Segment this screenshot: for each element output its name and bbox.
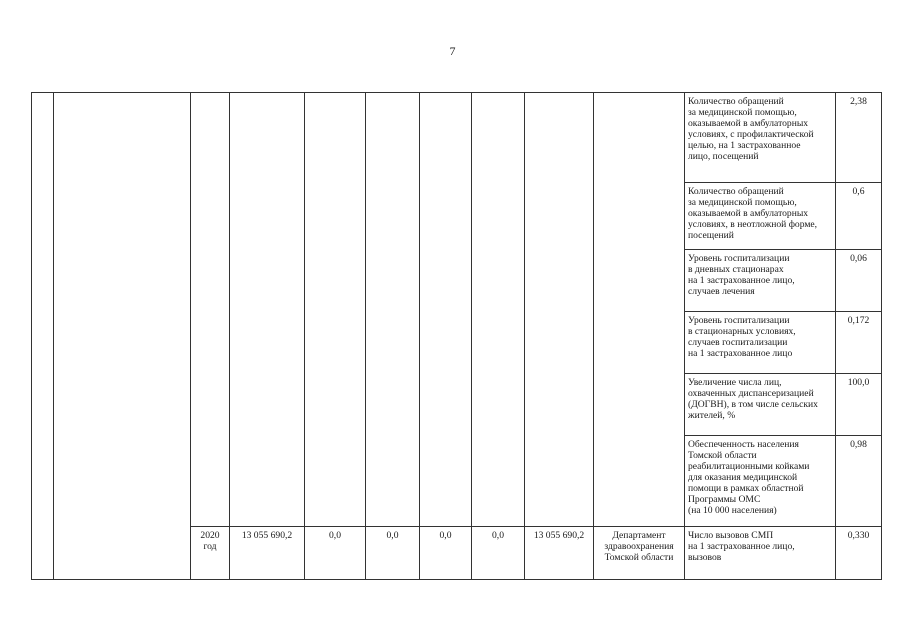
- table-row: [32, 93, 882, 183]
- year-value: 2020 год: [191, 527, 230, 580]
- indicator-value: 100,0: [836, 374, 882, 436]
- funding-value: 13 055 690,2: [525, 527, 594, 580]
- indicator-name: Уровень госпитализации в дневных стационарах на 1 застрахованное лицо, случаев лечения: [685, 250, 836, 312]
- funding-value: 0,0: [305, 527, 366, 580]
- funding-cell: [472, 93, 525, 527]
- total-value: 13 055 690,2: [230, 527, 305, 580]
- program-table: [31, 92, 882, 580]
- indicator-name: Число вызовов СМП на 1 застрахованное лицо, вызовов: [685, 527, 836, 580]
- funding-cell: [420, 93, 472, 527]
- funding-value: 0,0: [366, 527, 420, 580]
- number-cell: [32, 93, 54, 580]
- funding-value: 0,0: [472, 527, 525, 580]
- page-number: 7: [449, 44, 456, 58]
- indicator-value: 0,98: [836, 436, 882, 527]
- indicator-value: 0,6: [836, 183, 882, 250]
- funding-cell: [366, 93, 420, 527]
- indicator-name: Количество обращений за медицинской помощью, оказываемой в амбулаторных условиях, в неотложной форме, посещений: [685, 183, 836, 250]
- funding-cell: [305, 93, 366, 527]
- funding-value: 0,0: [420, 527, 472, 580]
- total-cell: [230, 93, 305, 527]
- indicator-name: Обеспеченность населения Томской области реабилитационными койками для оказания медицинской помощи в рамках областной Программы ОМС (на 10 000 населения): [685, 436, 836, 527]
- indicator-name: Уровень госпитализации в стационарных условиях, случаев госпитализации на 1 застрахованное лицо: [685, 312, 836, 374]
- indicator-value: 0,330: [836, 527, 882, 580]
- funding-cell: [525, 93, 594, 527]
- executor-cell: [594, 93, 685, 527]
- measure-name-cell: [54, 93, 191, 580]
- indicator-value: 2,38: [836, 93, 882, 183]
- indicator-name: Увеличение числа лиц, охваченных диспансеризацией (ДОГВН), в том числе сельских жителей, %: [685, 374, 836, 436]
- year-cell: [191, 93, 230, 527]
- executor-value: Департамент здравоохранения Томской области: [594, 527, 685, 580]
- indicator-value: 0,06: [836, 250, 882, 312]
- indicator-name: Количество обращений за медицинской помощью, оказываемой в амбулаторных условиях, с профилактической целью, на 1 застрахованное лицо, посещений: [685, 93, 836, 183]
- indicator-value: 0,172: [836, 312, 882, 374]
